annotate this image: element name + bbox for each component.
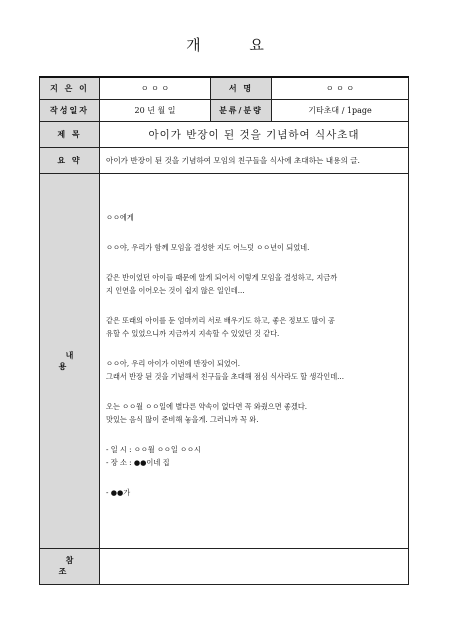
sign-label: 서 명 — [211, 77, 272, 99]
overview-form — [39, 76, 409, 585]
reference-row — [40, 548, 409, 584]
letter-line: ㅇㅇ에게 — [106, 212, 134, 222]
letter-line: 오는 ㅇㅇ월 ㅇㅇ일에 별다른 약속이 없다면 꼭 와줬으면 좋겠다. — [106, 401, 308, 411]
letter-line: 지 인연을 이어오는 것이 쉽지 않은 일인데... — [106, 285, 245, 295]
letter-line: ㅇㅇ야, 우리가 함께 모임을 결성한 지도 어느덧 ㅇㅇ년이 되었네. — [106, 242, 310, 252]
category-label: 분류/분량 — [211, 99, 272, 121]
date-row — [40, 99, 409, 121]
author-row — [40, 77, 409, 99]
subject-label: 제 목 — [40, 121, 100, 147]
content-row — [40, 173, 409, 548]
letter-line: 그래서 반장 된 것을 기념해서 친구들을 초대해 점심 식사라도 할 생각인데... — [106, 371, 344, 381]
letter-paragraphs — [106, 211, 402, 499]
category-value[interactable]: 기타초대 / 1page — [272, 99, 409, 121]
content-label: 내 용 — [40, 173, 100, 548]
letter-line: ㅇㅇ아, 우리 아이가 이번에 반장이 되었어. — [106, 358, 241, 368]
letter-line: - 일 시 : ㅇㅇ월 ㅇㅇ일 ㅇㅇ시 — [106, 444, 201, 454]
summary-row — [40, 147, 409, 173]
author-value[interactable]: ㅇ ㅇ ㅇ — [100, 77, 211, 99]
letter-line: 맛있는 음식 많이 준비해 놓을게. 그러니까 꼭 와. — [106, 414, 259, 424]
letter-body[interactable] — [100, 173, 409, 548]
letter-line: 유할 수 있었으니까 지금까지 지속할 수 있었던 것 같다. — [106, 328, 280, 338]
subject-value[interactable]: 아이가 반장이 된 것을 기념하여 식사초대 — [100, 121, 409, 147]
letter-line: 같은 반이었던 아이들 때문에 알게 되어서 이렇게 모임을 결성하고, 지금까 — [106, 272, 338, 282]
date-value[interactable]: 20 년 월 일 — [100, 99, 211, 121]
summary-label: 요 약 — [40, 147, 100, 173]
reference-value[interactable] — [100, 548, 409, 584]
document-title: 개 요 — [186, 36, 286, 54]
letter-line: - ●●가 — [106, 487, 131, 497]
author-label: 지 은 이 — [40, 77, 100, 99]
letter-line: - 장 소 : ●●이네 집 — [106, 457, 170, 467]
letter-line: 같은 또래의 아이를 둔 엄마끼리 서로 배우기도 하고, 좋은 정보도 많이 공 — [106, 315, 335, 325]
subject-row — [40, 121, 409, 147]
summary-value[interactable]: 아이가 반장이 된 것을 기념하여 모임의 친구들을 식사에 초대하는 내용의 글. — [100, 147, 409, 173]
reference-label: 참 조 — [40, 548, 100, 584]
sign-value[interactable]: ㅇ ㅇ ㅇ — [272, 77, 409, 99]
date-label: 작성일자 — [40, 99, 100, 121]
